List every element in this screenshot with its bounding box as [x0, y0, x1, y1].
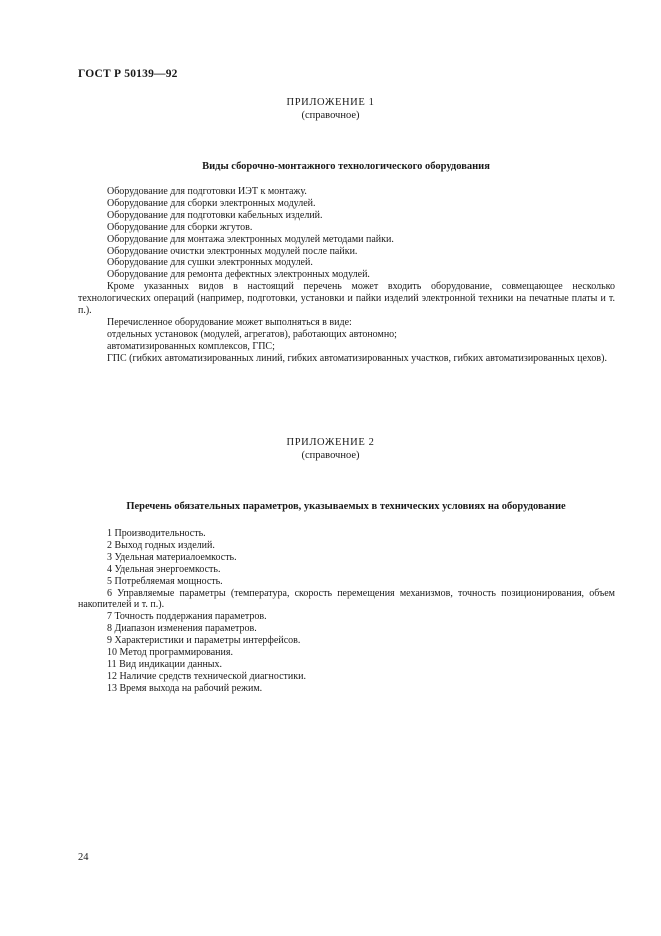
- paragraph: Перечисленное оборудование может выполняться в виде:: [107, 316, 352, 328]
- paragraph: Оборудование для подготовки кабельных изделий.: [107, 209, 323, 221]
- paragraph: Оборудование для подготовки ИЭТ к монтажу.: [107, 186, 307, 197]
- paragraph: Кроме указанных видов в настоящий перечень может входить оборудование, совмещающее несколько технологических операций (например, подготовки, установки и пайки изделий электронной техники на печатные платы и т. п.).: [78, 281, 615, 317]
- list-item: 4 Удельная энергоемкость.: [107, 563, 221, 575]
- list-item: 12 Наличие средств технической диагностики.: [107, 670, 306, 682]
- appendix-1-heading: Виды сборочно-монтажного технологического оборудования: [202, 161, 490, 172]
- list-item: 7 Точность поддержания параметров.: [107, 611, 267, 623]
- list-item: 6 Управляемые параметры (температура, скорость перемещения механизмов, точность позиционирования, объем накопителей и т. п.).: [78, 587, 615, 611]
- appendix-2-subtitle: (справочное): [301, 450, 360, 461]
- list-item: 1 Производительность.: [107, 528, 206, 539]
- paragraph: отдельных установок (модулей, агрегатов), работающих автономно;: [107, 328, 397, 340]
- paragraph: Оборудование для монтажа электронных модулей методами пайки.: [107, 233, 394, 245]
- paragraph: Оборудование очистки электронных модулей после пайки.: [107, 245, 358, 257]
- appendix-2-heading: Перечень обязательных параметров, указываемых в технических условиях на оборудование: [126, 501, 566, 512]
- appendix-2-title: ПРИЛОЖЕНИЕ 2: [286, 437, 375, 448]
- appendix-1-title: ПРИЛОЖЕНИЕ 1: [286, 97, 375, 108]
- appendix-2-label: [0, 436, 661, 462]
- paragraph: Оборудование для сборки электронных модулей.: [107, 197, 316, 209]
- list-item: 3 Удельная материалоемкость.: [107, 551, 237, 563]
- paragraph: ГПС (гибких автоматизированных линий, гибких автоматизированных участков, гибких автоматизированных цехов).: [107, 352, 607, 364]
- paragraph: Оборудование для ремонта дефектных электронных модулей.: [107, 269, 370, 281]
- list-item: 9 Характеристики и параметры интерфейсов.: [107, 635, 301, 647]
- list-item: 5 Потребляемая мощность.: [107, 575, 223, 587]
- list-item: 2 Выход годных изделий.: [107, 539, 215, 551]
- appendix-1-subtitle: (справочное): [301, 110, 360, 121]
- document-code: ГОСТ Р 50139—92: [78, 68, 178, 80]
- appendix-2-list: [78, 528, 615, 695]
- paragraph: Оборудование для сборки жгутов.: [107, 221, 253, 233]
- paragraph: Оборудование для сушки электронных модулей.: [107, 257, 313, 269]
- list-item: 11 Вид индикации данных.: [107, 658, 223, 670]
- appendix-1-label: [0, 96, 661, 122]
- paragraph: автоматизированных комплексов, ГПС;: [107, 340, 275, 352]
- list-item: 8 Диапазон изменения параметров.: [107, 623, 257, 635]
- page-number: 24: [78, 852, 89, 863]
- appendix-1-body: [78, 186, 615, 365]
- list-item: 13 Время выхода на рабочий режим.: [107, 682, 263, 694]
- list-item: 10 Метод программирования.: [107, 647, 233, 659]
